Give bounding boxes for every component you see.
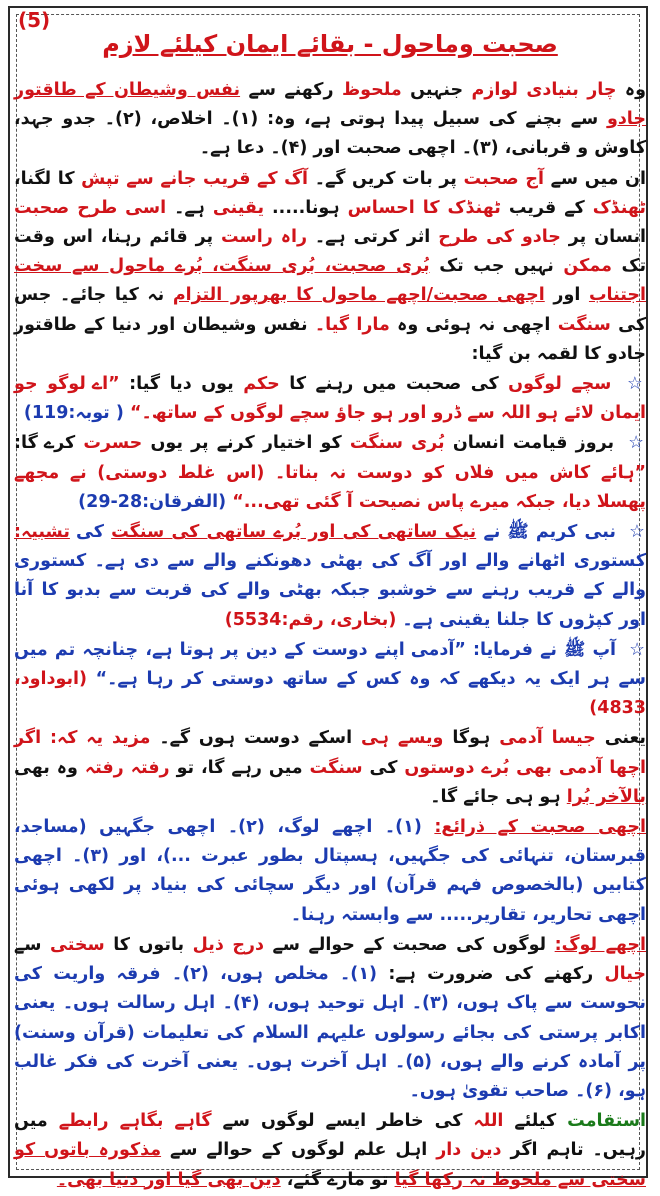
highlight: اسی طرح صحبت bbox=[14, 197, 167, 218]
article-body bbox=[14, 76, 646, 1196]
text: کستوری اٹھانے والے اور آگ کی بھٹی دھونکنے والے سے دی ہے۔ کستوری والے کے قریب رہنے سے خوشبو جبکہ بھٹی والے کی قربت سے بدبو کا آنا اور کپڑوں کا جلنا یقینی ہے۔ bbox=[14, 551, 646, 630]
section-label: اچھے لوگ: bbox=[554, 934, 647, 955]
text: یعنی bbox=[604, 728, 646, 749]
quote: ”ہائے کاش میں فلاں کو دوست نہ بناتا۔ (اس غلط دوستی) نے مجھے پھسلا دیا، جبکہ میرے پاس نصیحت آ گئی تھی...“ bbox=[14, 462, 646, 512]
text: ان میں سے bbox=[550, 168, 646, 189]
intro-paragraph-2 bbox=[14, 165, 646, 369]
intro-paragraph-1 bbox=[14, 76, 646, 164]
highlight: ٹھنڈک کا احساس bbox=[347, 197, 501, 218]
highlight: اچھی صحبت/اچھے ماحول کا بھرپور التزام bbox=[172, 285, 545, 306]
text: نہ کیا جائے۔ جس کی bbox=[14, 285, 646, 335]
reference: (بخاری، رقم:5534) bbox=[224, 609, 397, 630]
text: جنہیں bbox=[410, 80, 464, 100]
star-icon: ☆ bbox=[629, 639, 646, 660]
highlight: خیال bbox=[604, 964, 646, 985]
text: بروز قیامت انسان bbox=[452, 433, 615, 454]
highlight: گاہے بگاہے رابطے bbox=[58, 1111, 212, 1132]
highlight: بُری صحبت، بُری سنگت، بُرے ماحول سے سخت اجتناب bbox=[14, 256, 647, 306]
highlight: مارا گیا۔ bbox=[314, 314, 390, 335]
text: کا لگنا، bbox=[14, 168, 75, 189]
page-number: (5) bbox=[18, 8, 51, 32]
highlight: ملحوظ bbox=[341, 80, 402, 100]
text: تو مارے گئے، bbox=[286, 1169, 389, 1190]
list-item-4 bbox=[14, 636, 646, 724]
highlight: دین بھی گیا اور دنیا بھی۔ bbox=[56, 1169, 281, 1190]
text: رکھنے سے bbox=[248, 80, 334, 100]
highlight: جادو کی طرح bbox=[438, 227, 561, 248]
middle-paragraph-4 bbox=[14, 1107, 646, 1195]
text: اور bbox=[553, 285, 581, 306]
text: یوں دیا گیا: bbox=[129, 374, 234, 395]
middle-paragraph-1 bbox=[14, 724, 646, 812]
star-icon: ☆ bbox=[626, 374, 647, 395]
highlight: سنگت bbox=[309, 757, 363, 778]
quote: ”آدمی اپنے دوست کے دین پر ہوتا ہے، چنانچہ تم میں سے ہر ایک یہ دیکھے کہ وہ کس کے ساتھ دوستی کر رہا ہے۔“ bbox=[14, 639, 646, 690]
text: وہ بھی bbox=[14, 757, 78, 778]
highlight: سچے لوگوں bbox=[508, 374, 612, 395]
text: سے bbox=[14, 934, 42, 955]
highlight: بُری سنگت bbox=[349, 433, 445, 454]
text: نفس وشیطان اور دنیا کے طاقتور جادو کا لقمہ بن گیا: bbox=[14, 314, 646, 364]
middle-paragraph-3 bbox=[14, 931, 646, 1106]
list-item-3 bbox=[14, 518, 646, 635]
section-label: اچھی صحبت کے ذرائع: bbox=[434, 817, 646, 838]
star-icon: ☆ bbox=[628, 433, 646, 454]
text: اثر کرتی ہے۔ bbox=[314, 227, 431, 248]
text: نہیں جب تک bbox=[439, 256, 554, 277]
text: باتوں کا bbox=[113, 934, 185, 955]
text: انسان پر bbox=[568, 227, 647, 248]
text: رکھنے کی ضرورت ہے: bbox=[388, 964, 594, 985]
text: ہو ہی جائے گا۔ bbox=[430, 786, 561, 807]
text: (۱)۔ مخلص ہوں، (۲)۔ فرقہ واریت کی نحوست سے پاک ہوں، (۳)۔ اہل توحید ہوں، (۴)۔ اہل رسالت ہوں۔ یعنی اکابر پرستی کی بجائے رسولوں علیہم السلام کی تعلیمات (قرآن وسنت) پر آمادہ کرنے والے ہوں، (۵)۔ اہل آخرت ہوں۔ یعنی آخرت کی فکر غالب ہو، (۶)۔ صاحب تقویٰ ہوں۔ bbox=[14, 964, 646, 1101]
highlight: حسرت bbox=[83, 433, 143, 454]
highlight: رفتہ رفتہ bbox=[84, 757, 170, 778]
reference: ( توبہ:119) bbox=[23, 403, 124, 424]
text: آپ ﷺ نے فرمایا: bbox=[473, 639, 617, 660]
highlight: اللہ bbox=[473, 1111, 504, 1132]
highlight: جیسا آدمی bbox=[499, 728, 596, 749]
text: سے بچنے کی سبیل پیدا ہوتی ہے، وہ: (۱)۔ اخلاص، (۲)۔ جدو جہد، کاوش و قربانی، (۳)۔ اچھی صحبت اور (۴)۔ دعا ہے۔ bbox=[14, 109, 646, 159]
text: کی bbox=[369, 757, 398, 778]
list-item-1 bbox=[14, 370, 646, 428]
highlight: دین دار bbox=[436, 1140, 502, 1161]
text: اہل علم لوگوں کے حوالے سے bbox=[170, 1140, 428, 1161]
text: کیلئے bbox=[514, 1111, 557, 1132]
highlight: سختی bbox=[50, 934, 105, 955]
highlight: استقامت bbox=[567, 1111, 647, 1132]
highlight: مذکورہ باتوں کو سختی سے ملحوظ نہ رکھا گیا bbox=[14, 1140, 646, 1190]
list-item-2 bbox=[14, 429, 646, 517]
reference: (ابوداود، 4833) bbox=[14, 669, 646, 719]
star-icon: ☆ bbox=[629, 522, 646, 543]
text: اچھی نہ ہوئی وہ bbox=[397, 314, 551, 335]
text: میں رہیں۔ تاہم اگر bbox=[14, 1111, 646, 1161]
text: ہے۔ bbox=[174, 197, 205, 218]
highlight: بالآخر بُرا bbox=[566, 786, 646, 807]
highlight: آج صحبت bbox=[463, 168, 544, 189]
highlight: ٹھنڈک bbox=[592, 197, 646, 218]
highlight: نیک ساتھی کی اور بُرے ساتھی کی سنگت bbox=[111, 522, 477, 543]
highlight: راہ راست bbox=[220, 227, 308, 248]
text: کی bbox=[76, 522, 104, 543]
text: ہوگا bbox=[452, 728, 491, 749]
text: پر بات کریں گے۔ bbox=[314, 168, 457, 189]
highlight: درج ذیل bbox=[192, 934, 264, 955]
highlight: اگر اچھا آدمی بھی بُرے دوستوں bbox=[14, 728, 647, 778]
text: کی خاطر ایسے لوگوں سے bbox=[222, 1111, 463, 1132]
highlight: ممکن bbox=[563, 256, 612, 277]
text: اسکے دوست ہوں گے۔ bbox=[159, 728, 353, 749]
middle-paragraph-2 bbox=[14, 813, 646, 930]
text: کو اختیار کرنے پر یوں bbox=[150, 433, 342, 454]
highlight: ویسے ہی bbox=[361, 728, 444, 749]
text: لوگوں کی صحبت کے حوالے سے bbox=[272, 934, 547, 955]
reference: (الفرقان:28-29) bbox=[78, 491, 227, 512]
highlight: نفس وشیطان کے طاقتور جادو bbox=[14, 80, 646, 130]
text: وہ bbox=[624, 80, 647, 100]
highlight: یقینی bbox=[212, 197, 265, 218]
page-title: صحبت وماحول - بقائے ایمان کیلئے لازم bbox=[102, 30, 558, 58]
text: کے قریب bbox=[508, 197, 585, 218]
highlight: چار بنیادی لوازم bbox=[471, 80, 617, 100]
highlight: سنگت bbox=[557, 314, 611, 335]
highlight: مزید یہ کہ: bbox=[49, 728, 151, 749]
text: میں رہے گا، تو bbox=[176, 757, 303, 778]
highlight: حکم bbox=[243, 374, 280, 395]
highlight: آگ کے قریب جانے سے تپش bbox=[81, 168, 309, 189]
highlight: نبی کریم ﷺ نے bbox=[483, 522, 616, 543]
text: (۱)۔ اچھے لوگ، (۲)۔ اچھی جگہیں (مساجد، قبرستان، تنہائی کی جگہیں، ہسپتال بطور عبرت ...)، اور (۳)۔ اچھی کتابیں (بالخصوص فہم قرآن) اور دیگر سچائی کی بنیاد پر لکھی ہوئی اچھی تحاریر، تقاریر..... سے وابستہ رہنا۔ bbox=[14, 817, 646, 925]
quote: ”اے لوگو جو ایمان لائے ہو اللہ سے ڈرو اور ہو جاؤ سچے لوگوں کے ساتھ۔“ bbox=[14, 374, 646, 424]
text: ہونا..... bbox=[272, 197, 340, 218]
text: کی صحبت میں رہنے کا bbox=[289, 374, 499, 395]
text: پر قائم رہنا، اس وقت تک bbox=[14, 227, 647, 277]
text: کرے گا: bbox=[14, 433, 76, 454]
highlight: تشبیہ: bbox=[14, 522, 70, 543]
